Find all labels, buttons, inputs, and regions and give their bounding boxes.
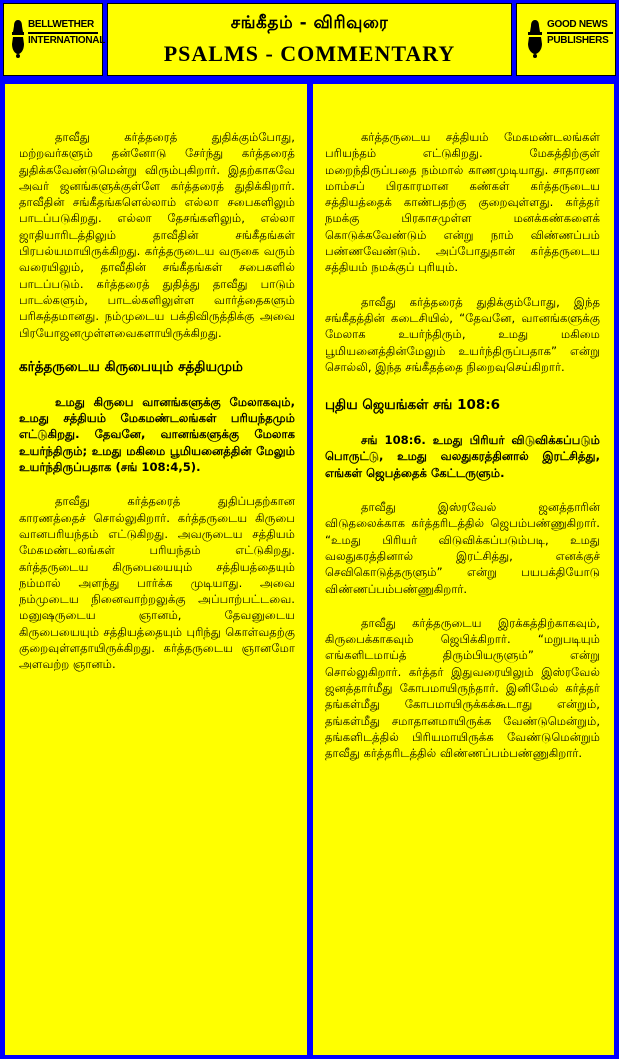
good-news-logo-text [547,18,613,48]
page-header [0,0,619,79]
left-column [5,84,307,1055]
logo-line-1: GOOD NEWS [547,18,613,34]
paragraph: தாவீது கர்த்தருடைய இரக்கத்திற்காகவும், கிருபைக்காகவும் ஜெபிக்கிறார். “மறுபடியும் எங்களிடமாய்த் திரும்பியருளும்” என்று சொல்லுகிறார். கர்த்தர் இதுவரையிலும் இஸ்ரவேல் ஜனத்தார்மீது கோபமாயிருந்தார். இனிமேல் கர்த்தர் தங்கள்மீது கோபமாயிருக்கக்கூடாது என்றும், தங்கள்மீது சமாதானமாயிருக்க வேண்டுமென்றும், தங்களிடத்தில் பிரியமாயிருக்க வேண்டுமென்றும் தாவீது கர்த்தரிடத்தில் விண்ணப்பம்பண்ணுகிறார். [325,615,600,761]
right-column [313,84,614,1055]
section-heading: புதிய ஜெயங்கள் சங் 108:6 [325,397,501,414]
right-column-content [313,84,614,762]
paragraph: கர்த்தருடைய சத்தியம் மேகமண்டலங்கள் பரியந்தம் எட்டுகிறது. மேகத்திற்குள் மறைந்திருப்பதை நம்மால் காணமுடியாது. சாதாரண மாம்சப் பிரகாரமான கண்கள் கர்த்தருடைய சத்தியத்தைக் காண்பதற்கு குறைவுள்ளது. கர்த்தர் நமக்கு பிரகாசமுள்ள மனக்கண்களைக் கொடுக்கவேண்டும் என்று நாம் விண்ணப்பம் பண்ணவேண்டும். அப்போதுதான் கர்த்தருடைய சத்தியம் நமக்குப் புரியும். [325,130,600,275]
right-column-frame [308,79,619,1059]
paragraph: தாவீது இஸ்ரவேல் ஜனத்தாரின் விடுதலைக்காக கர்த்தரிடத்தில் ஜெபம்பண்ணுகிறார். “உமது பிரியர் விடுவிக்கப்படும்படி, உமது வலதுகரத்தினால் இரட்சித்து, எனக்குச் செவிகொடுத்தருளும்” என்று பயபக்தியோடு விண்ணப்பம்பண்ணுகிறார். [325,500,600,596]
bellwether-logo-text [28,18,106,48]
verse-quote: சங் 108:6. உமது பிரியர் விடுவிக்கப்படும் பொருட்டு, உமது வலதுகரத்தினால் இரட்சித்து, எங்கள் ஜெபத்தைக் கேட்டருளும். [325,433,600,480]
left-column-content [5,84,307,673]
logo-line-1: BELLWETHER [28,18,98,34]
bell-ram-icon [10,18,26,58]
bell-ram-icon [525,18,545,58]
paragraph: தாவீது கர்த்தரைத் துதிக்கும்போது, மற்றவர்களும் தன்னோடு சேர்ந்து கர்த்தரைத் துதிக்கவேண்டுமென்று விரும்புகிறார். இதற்காகவே அவர் ஜனங்களுக்குள்ளே கர்த்தரைத் துதிக்கிறார். தாவீதின் சங்கீதங்களெல்லாம் எல்லா சபைகளிலும் பாடப்படுகிறது. எல்லா தேசங்களிலும், எல்லா ஜாதியாரிடத்திலும் தாவீதின் சங்கீதங்கள் பிரபல்யமாயிருக்கிறது. கர்த்தருடைய வருகை வரும் வரையிலும், தாவீதின் சங்கீதங்கள் சபைகளில் பாடப்படும். கர்த்தரைத் துதித்து தாவீது பாடும் பாடல்களும், பாடல்களிலுள்ள வார்த்தைகளும் பரிசுத்தமானது. நம்முடைய பக்திவிருத்திக்கு அவை பிரயோஜனமுள்ளவைகளாயிருக்கிறது. [19,130,295,340]
left-column-frame [0,79,312,1059]
section-heading: கர்த்தருடைய கிருபையும் சத்தியமும் [19,358,243,375]
bellwether-logo-box [3,3,106,76]
title-box [107,3,512,76]
paragraph: தாவீது கர்த்தரைத் துதிக்கும்போது, இந்த சங்கீதத்தின் கடைசியில், “தேவனே, வானங்களுக்கு மேலாக உயர்ந்திரும், உமது மகிமை பூமியனைத்தின்மேலும் உயர்ந்திருப்பதாக” என்று சொல்லி, இந்த சங்கீதத்தை நிறைவுசெய்கிறார். [325,294,600,374]
verse-quote: உமது கிருபை வானங்களுக்கு மேலாகவும், உமது சத்தியம் மேகமண்டலங்கள் பரியந்தமும் எட்டுகிறது. தேவனே, வானங்களுக்கு மேலாக உயர்ந்திரும்; உமது மகிமை பூமியனைத்தின் மேலும் உயர்ந்திருப்பதாக (சங் 108:4,5). [19,394,295,475]
logo-line-2: PUBLISHERS [547,35,609,46]
paragraph: தாவீது கர்த்தரைத் துதிப்பதற்கான காரணத்தைச் சொல்லுகிறார். கர்த்தருடைய கிருபை வானபரியந்தம் எட்டுகிறது. அவருடைய சத்தியம் மேகமண்டலங்கள் பரியந்தம் எட்டுகிறது. கர்த்தருடைய கிருபையையும் சத்தியத்தையும் நம்மால் அளந்து பார்க்க முடியாது. அவை நம்முடைய நினைவாற்றலுக்கு அப்பாற்பட்டவை. மனுஷருடைய ஞானம், தேவனுடைய கிருபையையும் சத்தியத்தையும் புரிந்து கொள்வதற்கு குறைவுள்ளதாயிருக்கிறது. கர்த்தருடைய ஞானமோ அளவற்ற ஞானம். [19,494,295,672]
logo-line-2: INTERNATIONAL [28,35,106,46]
page-title-english: PSALMS - COMMENTARY [163,41,456,66]
good-news-logo-box [516,3,616,76]
page-title-tamil: சங்கீதம் - விரிவுரை [230,13,389,33]
